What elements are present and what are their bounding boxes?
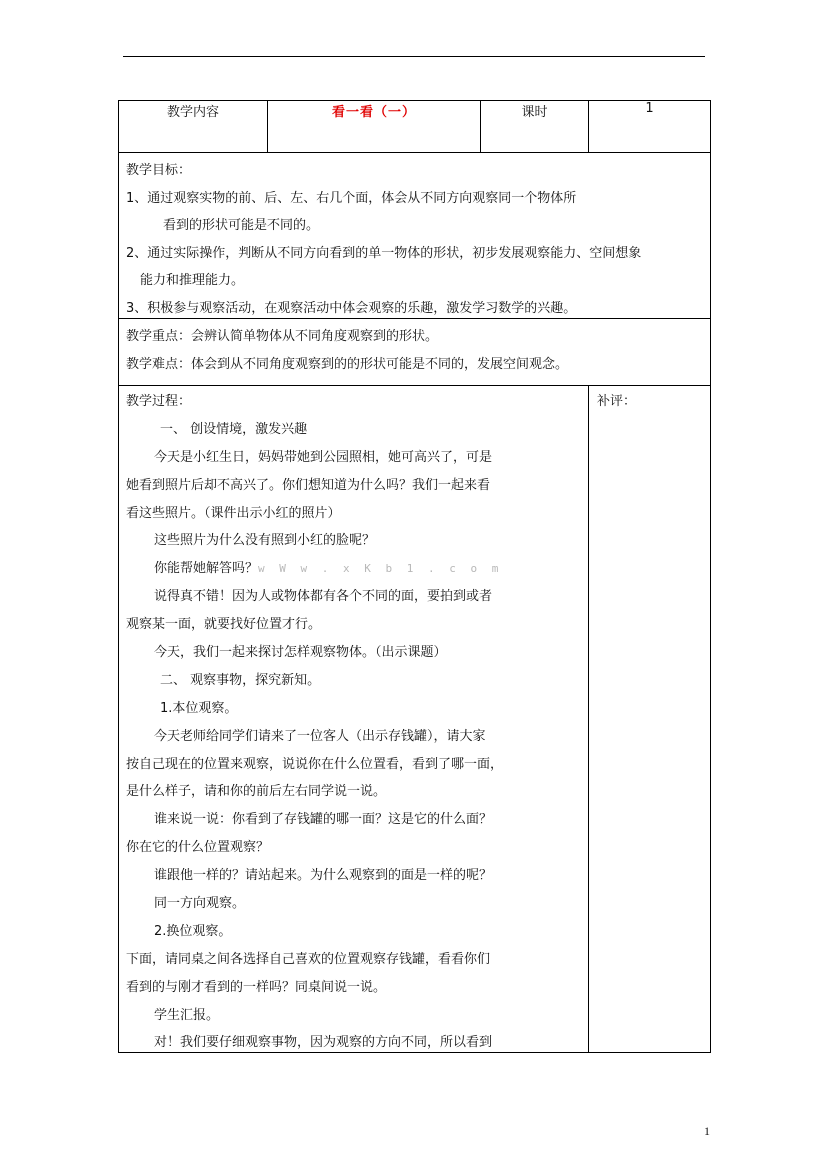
watermark-text: w W w . x K b 1 . c o m xyxy=(258,562,503,576)
process-line: 同一方向观察。 xyxy=(154,896,246,912)
period-value: 1 xyxy=(589,101,711,153)
comments-cell xyxy=(589,386,711,1053)
process-line: 谁跟他一样的？请站起来。为什么观察到的面是一样的呢？ xyxy=(154,868,493,884)
process-line: 下面，请同桌之间各选择自己喜欢的位置观察存钱罐，看看你们 xyxy=(126,951,491,967)
process-line: 二、 观察事物，探究新知。 xyxy=(160,672,321,688)
process-line xyxy=(126,555,582,583)
process-line: 谁来说一说：你看到了存钱罐的哪一面？这是它的什么面？ xyxy=(154,812,493,828)
objective-line: 能力和推理能力。 xyxy=(140,273,245,288)
header-rule xyxy=(123,56,705,57)
process-line: 对！我们要仔细观察事物，因为观察的方向不同，所以看到 xyxy=(154,1035,493,1051)
key-points-row xyxy=(119,319,711,386)
header-row xyxy=(119,101,711,153)
objective-line: 3、积极参与观察活动，在观察活动中体会观察的乐趣，激发学习数学的兴趣。 xyxy=(126,300,577,316)
objectives-heading: 教学目标： xyxy=(126,163,192,178)
process-line: 学生汇报。 xyxy=(154,1007,220,1023)
process-line: 今天是小红生日，妈妈带她到公园照相，她可高兴了，可是 xyxy=(154,449,493,465)
label-content: 教学内容 xyxy=(119,101,268,153)
objective-line: 看到的形状可能是不同的。 xyxy=(163,218,320,233)
page-number: 1 xyxy=(704,1124,710,1138)
process-line: 2.换位观察。 xyxy=(154,923,232,939)
process-line: 观察某一面，就要找好位置才行。 xyxy=(126,617,322,633)
process-line: 看到的与刚才看到的一样吗？同桌间说一说。 xyxy=(126,979,387,995)
process-row xyxy=(119,386,711,1053)
lesson-plan-table xyxy=(118,100,711,1053)
objectives-cell xyxy=(119,153,711,319)
process-line: 按自己现在的位置来观察，说说你在什么位置看，看到了哪一面， xyxy=(126,756,504,772)
process-cell xyxy=(119,386,589,1053)
process-line: 这些照片为什么没有照到小红的脸呢？ xyxy=(154,533,376,549)
process-line: 一、 创设情境，激发兴趣 xyxy=(160,421,308,437)
process-line-text: 你能帮她解答吗？ xyxy=(154,561,259,577)
key-focus: 教学重点：会辨认简单物体从不同角度观察到的形状。 xyxy=(126,329,439,344)
process-heading: 教学过程： xyxy=(126,394,192,409)
process-line: 说得真不错！因为人或物体都有各个不同的面，要拍到或者 xyxy=(154,589,493,605)
comments-label: 补评： xyxy=(597,394,637,409)
process-line: 1.本位观察。 xyxy=(160,700,238,716)
process-line: 你在它的什么位置观察？ xyxy=(126,840,270,856)
process-line: 看这些照片。（课件出示小红的照片） xyxy=(126,505,341,521)
process-line: 今天老师给同学们请来了一位客人（出示存钱罐），请大家 xyxy=(154,728,486,744)
lesson-title: 看一看（一） xyxy=(268,101,481,153)
objective-line: 2、通过实际操作，判断从不同方向看到的单一物体的形状，初步发展观察能力、空间想象 xyxy=(126,245,642,261)
label-period: 课时 xyxy=(481,101,589,153)
key-difficulty: 教学难点：体会到从不同角度观察到的的形状可能是不同的，发展空间观念。 xyxy=(126,356,569,372)
objective-line: 1、通过观察实物的前、后、左、右几个面，体会从不同方向观察同一个物体所 xyxy=(126,190,577,206)
process-line: 是什么样子，请和你的前后左右同学说一说。 xyxy=(126,784,387,800)
objectives-row xyxy=(119,153,711,319)
key-points-cell xyxy=(119,319,711,386)
process-line: 今天，我们一起来探讨怎样观察物体。（出示课题） xyxy=(154,645,447,661)
process-line: 她看到照片后却不高兴了。你们想知道为什么吗？我们一起来看 xyxy=(126,477,491,493)
